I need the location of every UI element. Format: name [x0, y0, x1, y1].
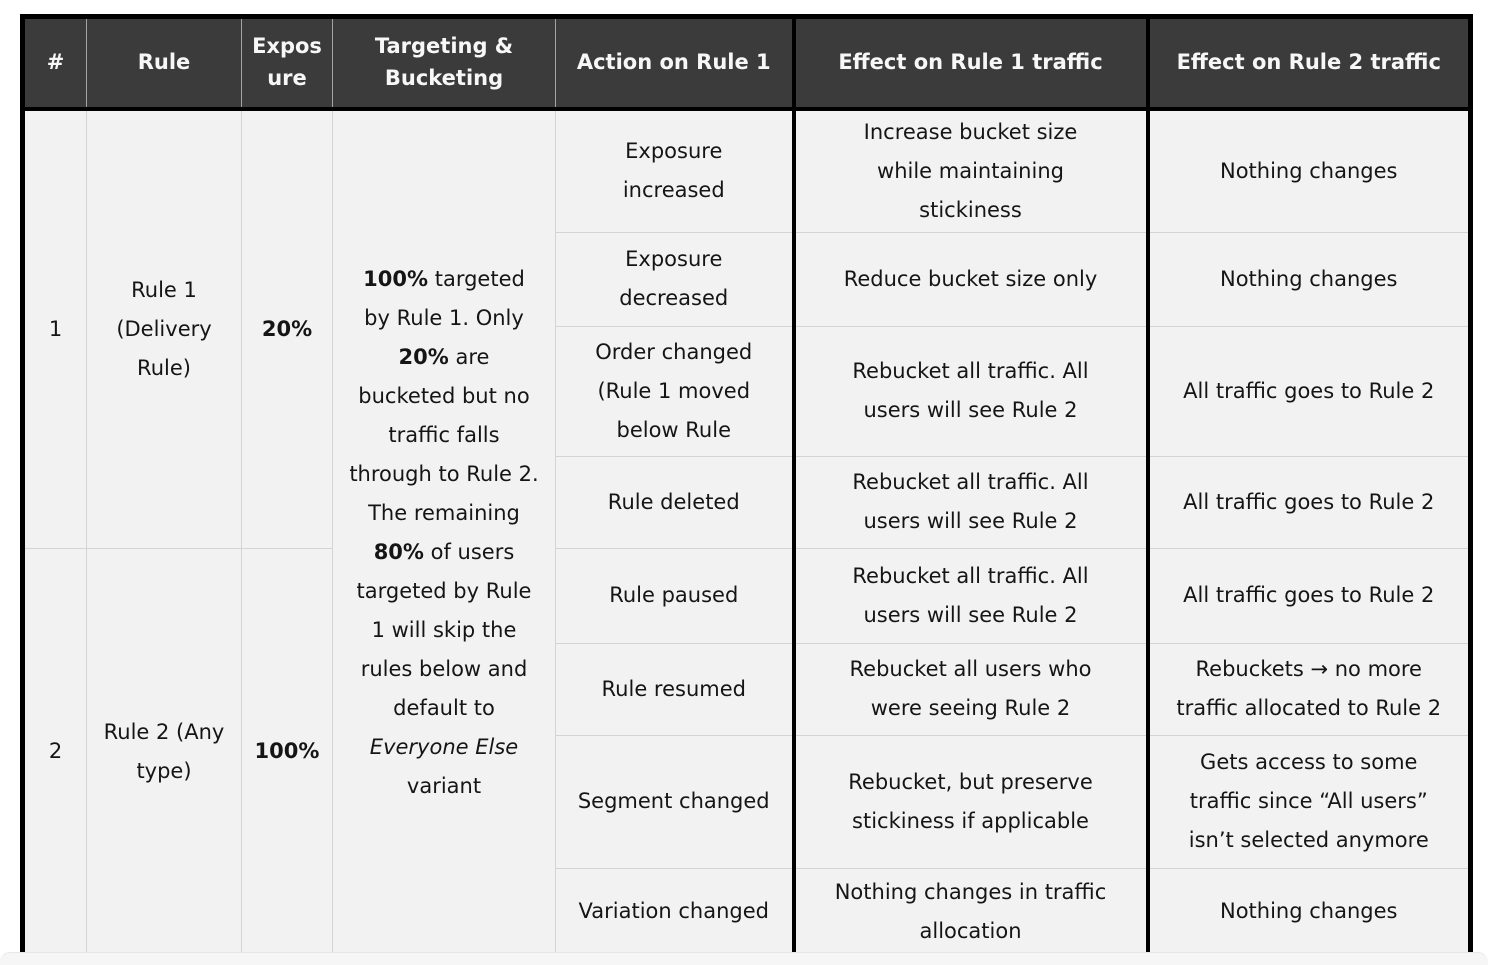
- targeting-segment: 80%: [373, 539, 424, 564]
- table-row: [23, 548, 1471, 643]
- targeting-segment: targeted by Rule 1. Only: [364, 266, 525, 330]
- action-cell: Rule deleted: [556, 456, 794, 548]
- targeting-segment: 100%: [363, 266, 429, 291]
- rules-traffic-table: [20, 14, 1473, 960]
- targeting-bucketing-cell: [333, 109, 556, 958]
- rule1-exposure-cell: 20%: [242, 109, 333, 549]
- effect-rule1-cell: Rebucket all users who were seeing Rule 2: [794, 643, 1148, 735]
- rules-traffic-table-wrap: [20, 14, 1473, 960]
- effect-rule2-cell: Nothing changes: [1148, 232, 1471, 326]
- table-row: [23, 109, 1471, 233]
- action-cell: Exposure decreased: [556, 232, 794, 326]
- effect-rule2-cell: Rebuckets → no more traffic allocated to Rule 2: [1148, 643, 1471, 735]
- column-header-rule: Rule: [87, 17, 242, 109]
- targeting-segment: Everyone Else: [369, 734, 519, 759]
- effect-rule1-cell: Increase bucket size while maintaining stickiness: [794, 109, 1148, 233]
- column-header-targeting-bucketing: Targeting & Bucketing: [333, 17, 556, 109]
- action-cell: Exposure increased: [556, 109, 794, 233]
- column-header-effect-rule-2-traffic: Effect on Rule 2 traffic: [1148, 17, 1471, 109]
- effect-rule1-cell: Rebucket all traffic. All users will see Rule 2: [794, 456, 1148, 548]
- column-header-exposure: Exposure: [242, 17, 333, 109]
- targeting-segment: variant: [406, 773, 482, 798]
- effect-rule1-cell: Rebucket all traffic. All users will see Rule 2: [794, 548, 1148, 643]
- rule1-name-cell: Rule 1 (Delivery Rule): [87, 109, 242, 549]
- rule2-exposure-cell: 100%: [242, 548, 333, 957]
- targeting-segment: 20%: [398, 344, 449, 369]
- column-header-action-on-rule-1: Action on Rule 1: [556, 17, 794, 109]
- action-cell: Variation changed: [556, 868, 794, 957]
- effect-rule2-cell: All traffic goes to Rule 2: [1148, 548, 1471, 643]
- header-row: [23, 17, 1471, 109]
- action-cell: Segment changed: [556, 735, 794, 868]
- column-header-number: #: [23, 17, 87, 109]
- page-bottom-strip: [0, 952, 1488, 965]
- effect-rule2-cell: Gets access to some traffic since “All users” isn’t selected anymore: [1148, 735, 1471, 868]
- rule1-number-cell: 1: [23, 109, 87, 549]
- action-cell: Order changed (Rule 1 moved below Rule: [556, 326, 794, 456]
- effect-rule2-cell: Nothing changes: [1148, 109, 1471, 233]
- rule2-number-cell: 2: [23, 548, 87, 957]
- rule2-name-cell: Rule 2 (Any type): [87, 548, 242, 957]
- action-cell: Rule paused: [556, 548, 794, 643]
- targeting-segment: of users targeted by Rule 1 will skip the rules below and default to: [356, 539, 532, 720]
- effect-rule1-cell: Reduce bucket size only: [794, 232, 1148, 326]
- effect-rule1-cell: Nothing changes in traffic allocation: [794, 868, 1148, 957]
- targeting-segment: are bucketed but no traffic falls through to Rule 2. The remaining: [349, 344, 539, 525]
- effect-rule2-cell: All traffic goes to Rule 2: [1148, 456, 1471, 548]
- action-cell: Rule resumed: [556, 643, 794, 735]
- effect-rule2-cell: All traffic goes to Rule 2: [1148, 326, 1471, 456]
- effect-rule1-cell: Rebucket all traffic. All users will see Rule 2: [794, 326, 1148, 456]
- effect-rule1-cell: Rebucket, but preserve stickiness if applicable: [794, 735, 1148, 868]
- effect-rule2-cell: Nothing changes: [1148, 868, 1471, 957]
- column-header-effect-rule-1-traffic: Effect on Rule 1 traffic: [794, 17, 1148, 109]
